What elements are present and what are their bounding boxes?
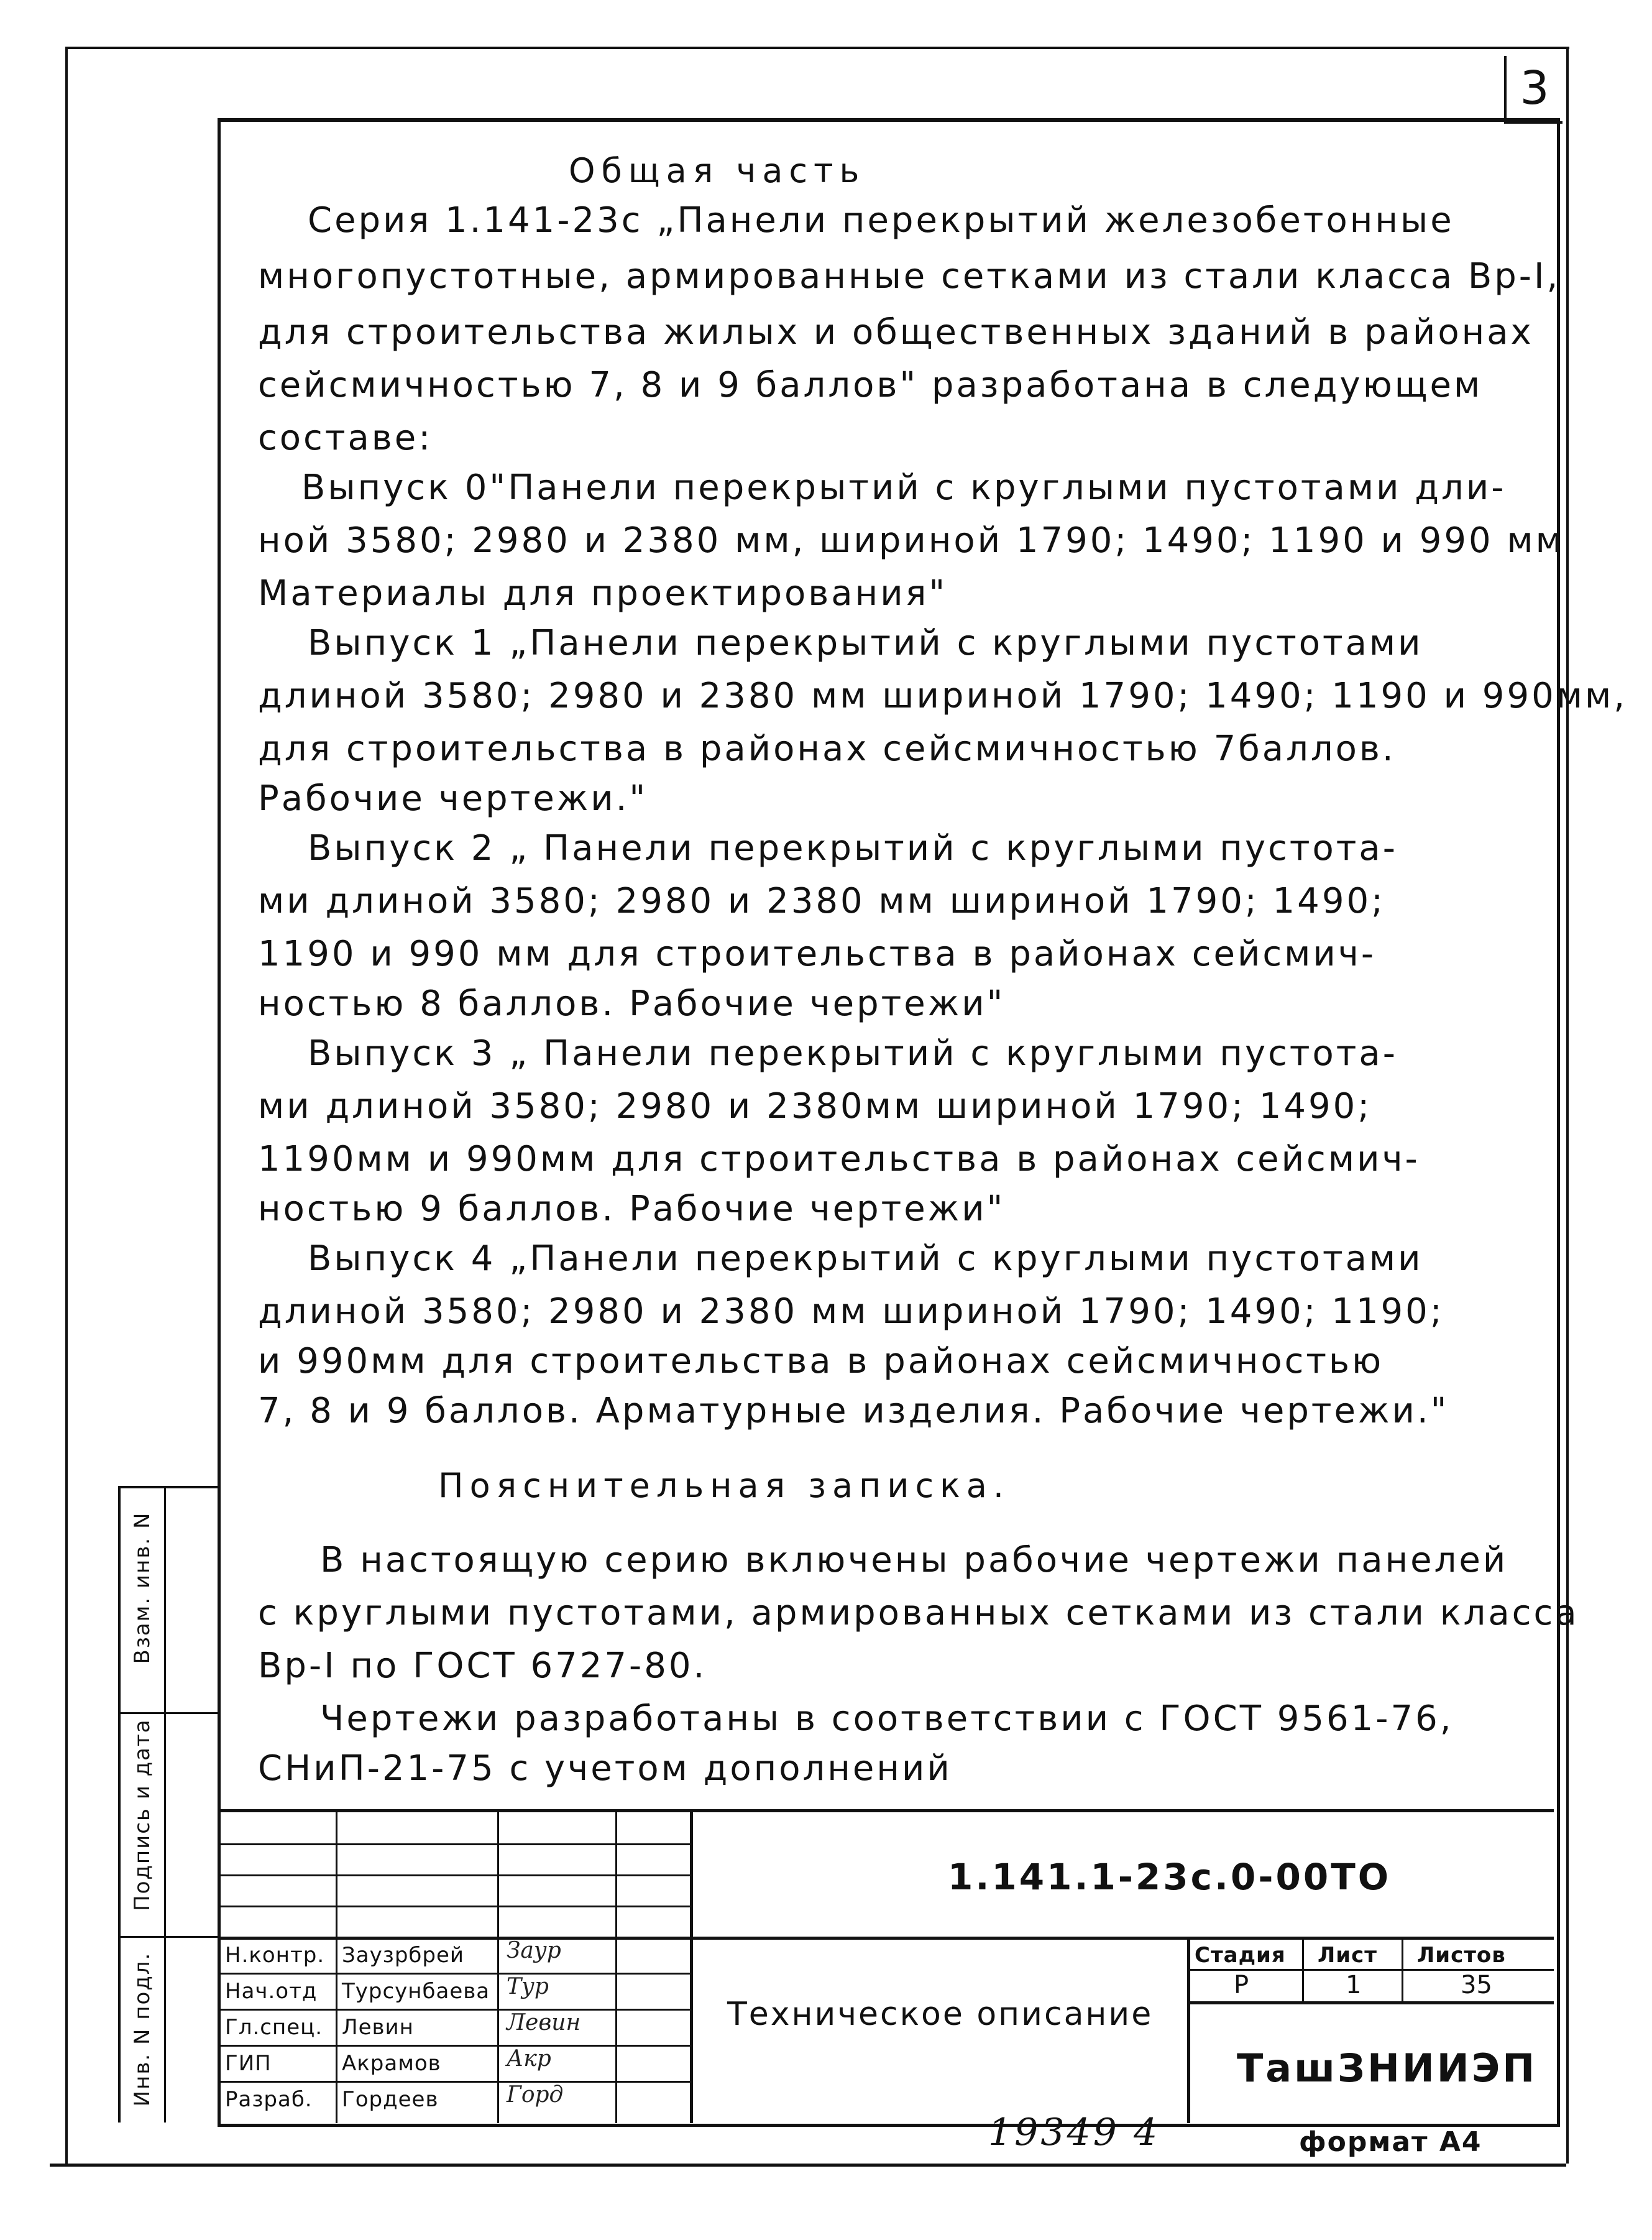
text-line: составе: [258, 418, 433, 458]
text-line: Выпуск 3 „ Панели перекрытий с круглыми пустота- [308, 1033, 1398, 1074]
role-cell: Н.контр. [225, 1943, 325, 1968]
sheets-value: 35 [1461, 1971, 1492, 1999]
document-code: 1.141.1-23с.0-00ТО [948, 1856, 1392, 1898]
text-line: многопустотные, армированные сетками из стали класса Вр-I, [258, 256, 1561, 297]
page-border-right [1566, 47, 1569, 2164]
signature: Тур [507, 1974, 549, 1999]
tb-line [1187, 1937, 1190, 2123]
stage-header: Стадия [1195, 1943, 1286, 1968]
text-line: для строительства в районах сейсмичностью 7баллов. [258, 729, 1396, 769]
strip-divider [121, 1936, 220, 1938]
signature: Акр [507, 2046, 551, 2072]
role-cell: ГИП [225, 2051, 272, 2076]
tb-line [1187, 2001, 1554, 2004]
role-cell: Гл.спец. [225, 2015, 323, 2040]
text-line: сейсмичностью 7, 8 и 9 баллов" разработана в следующем [258, 365, 1483, 405]
organization-name: ТашЗНИИЭП [1237, 2045, 1538, 2091]
side-label-replacement-inv: Взам. инв. N [130, 1511, 155, 1664]
name-cell: Акрамов [342, 2051, 441, 2076]
signature: Заур [507, 1938, 561, 1963]
text-line: Вр-I по ГОСТ 6727-80. [258, 1646, 707, 1686]
text-line: 7, 8 и 9 баллов. Арматурные изделия. Рабочие чертежи." [258, 1391, 1449, 1431]
text-line: СНиП-21-75 с учетом дополнений [258, 1748, 952, 1789]
name-cell: Левин [342, 2015, 414, 2040]
tb-line [218, 1843, 690, 1845]
tb-line [218, 1973, 690, 1975]
text-line: Чертежи разработаны в соответствии с ГОСТ 9561-76, [320, 1698, 1454, 1739]
stage-value: Р [1234, 1971, 1249, 1999]
text-line: Материалы для проектирования" [258, 573, 948, 614]
section-heading-explanatory: Пояснительная записка. [438, 1466, 1011, 1505]
name-cell: Гордеев [342, 2087, 439, 2112]
sheet-header: Лист [1318, 1943, 1377, 1968]
text-line: ностью 8 баллов. Рабочие чертежи" [258, 984, 1006, 1024]
text-line: 1190 и 990 мм для строительства в районах сейсмич- [258, 934, 1377, 974]
strip-divider [164, 1488, 166, 2122]
format-label: формат А4 [1299, 2126, 1482, 2158]
signature: Левин [507, 2010, 581, 2035]
role-cell: Разраб. [225, 2087, 313, 2112]
tb-line [690, 1812, 693, 2123]
tb-line [497, 1812, 499, 2123]
text-line: Выпуск 0"Панели перекрытий с круглыми пустотами дли- [301, 468, 1507, 508]
tb-line [336, 1812, 337, 2123]
sheets-header: Листов [1417, 1943, 1506, 1968]
strip-divider [121, 1712, 220, 1714]
text-line: Серия 1.141-23с „Панели перекрытий железобетонные [308, 200, 1454, 241]
text-line: длиной 3580; 2980 и 2380 мм шириной 1790; 1490; 1190 и 990мм, [258, 676, 1627, 716]
side-label-signature-date: Подпись и дата [130, 1718, 155, 1911]
sheet-value: 1 [1346, 1971, 1362, 1999]
name-cell: Заузрбрей [342, 1943, 464, 1968]
page-border-bottom [50, 2164, 1566, 2167]
tb-line [218, 1906, 690, 1907]
role-cell: Нач.отд [225, 1979, 318, 2004]
text-line: Выпуск 4 „Панели перекрытий с круглыми пустотами [308, 1238, 1423, 1279]
text-line: 1190мм и 990мм для строительства в районах сейсмич- [258, 1139, 1420, 1179]
sheet-number: 3 [1504, 56, 1563, 124]
tb-line [218, 1874, 690, 1876]
title-block [218, 1809, 1554, 2123]
side-label-original-inv: Инв. N подл. [130, 1952, 155, 2107]
text-line: и 990мм для строительства в районах сейсмичностью [258, 1341, 1384, 1381]
tb-line [218, 2045, 690, 2047]
tb-line [218, 2081, 690, 2083]
inventory-number: 19349 4 [988, 2111, 1160, 2154]
text-line: В настоящую серию включены рабочие чертежи панелей [320, 1540, 1508, 1580]
text-line: ностью 9 баллов. Рабочие чертежи" [258, 1189, 1006, 1229]
name-cell: Турсунбаева [342, 1979, 490, 2004]
text-line: ми длиной 3580; 2980 и 2380мм шириной 1790; 1490; [258, 1086, 1372, 1127]
document-name: Техническое описание [727, 1996, 1154, 2033]
tb-line [218, 2009, 690, 2011]
text-line: Выпуск 2 „ Панели перекрытий с круглыми пустота- [308, 828, 1398, 869]
text-line: Выпуск 1 „Панели перекрытий с круглыми пустотами [308, 623, 1423, 663]
tb-line [615, 1812, 617, 2123]
text-line: ной 3580; 2980 и 2380 мм, шириной 1790; 1490; 1190 и 990 мм [258, 520, 1564, 561]
text-line: с круглыми пустотами, армированных сетками из стали класса [258, 1593, 1579, 1633]
text-line: длиной 3580; 2980 и 2380 мм шириной 1790; 1490; 1190; [258, 1291, 1444, 1332]
text-line: ми длиной 3580; 2980 и 2380 мм шириной 1790; 1490; [258, 881, 1385, 921]
page-border-top [65, 47, 1569, 49]
page-border-left [65, 47, 68, 2164]
text-line: для строительства жилых и общественных зданий в районах [258, 312, 1534, 353]
signature: Горд [507, 2082, 564, 2108]
text-line: Рабочие чертежи." [258, 778, 648, 819]
side-strip [118, 1486, 220, 2122]
tb-line [218, 1937, 1554, 1940]
section-heading-general: Общая часть [569, 151, 866, 190]
